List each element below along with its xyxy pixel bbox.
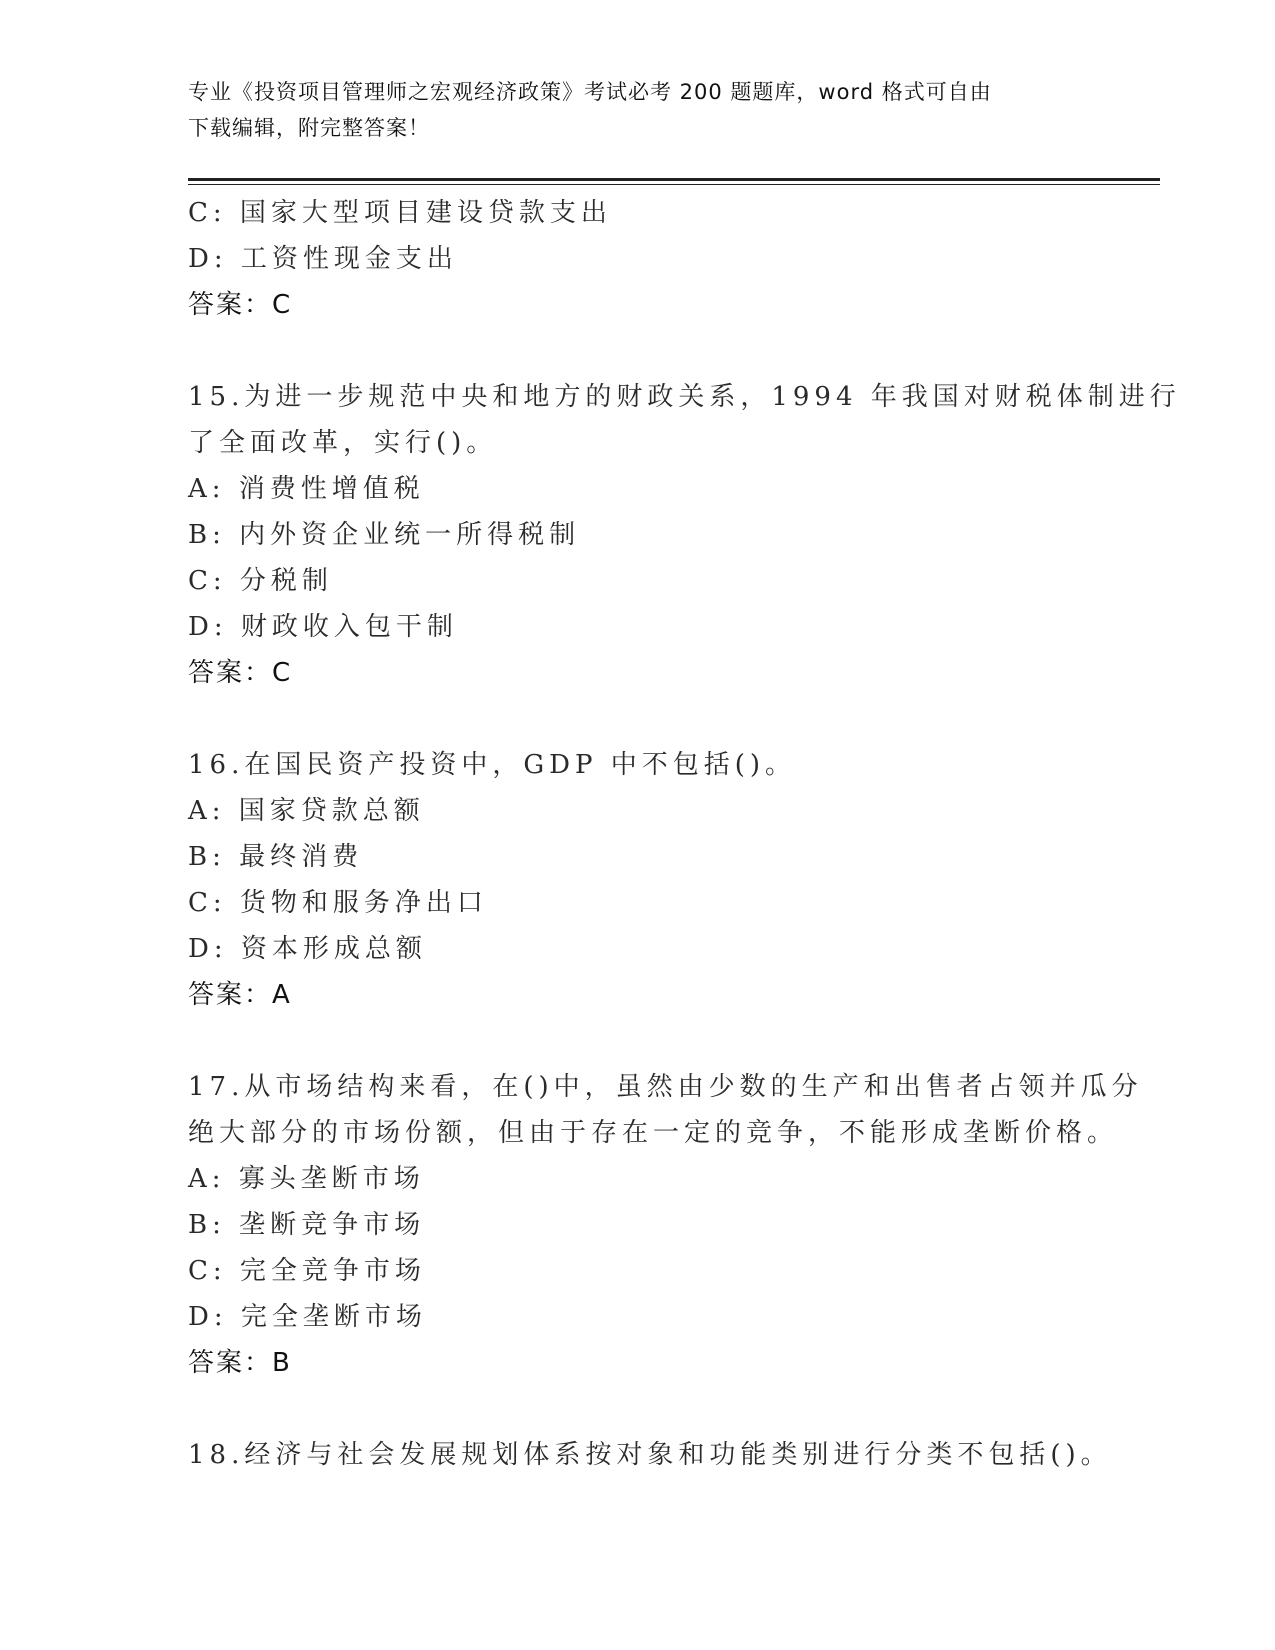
answer-line: 答案：C — [188, 658, 293, 688]
header-line-1: 专业《投资项目管理师之宏观经济政策》考试必考 200 题题库，word 格式可自由 — [188, 80, 992, 104]
header-rule-thick — [188, 178, 1160, 181]
answer-line: 答案：C — [188, 290, 293, 320]
option-a: A: 国家贷款总额 — [188, 796, 425, 826]
spacer — [188, 1386, 1088, 1432]
question-stem: 15.为进一步规范中央和地方的财政关系，1994 年我国对财税体制进行 — [188, 382, 1181, 412]
option-d: D: 财政收入包干制 — [188, 612, 458, 642]
option-d: D: 完全垄断市场 — [188, 1302, 427, 1332]
question-list — [188, 190, 1181, 1478]
question-17 — [188, 1064, 1143, 1386]
question-18 — [188, 1432, 1112, 1478]
option-c: C: 分税制 — [188, 566, 333, 596]
option-b: B: 内外资企业统一所得税制 — [188, 520, 581, 550]
spacer — [188, 1018, 1088, 1064]
option-d: D: 资本形成总额 — [188, 934, 427, 964]
answer-line: 答案：B — [188, 1348, 292, 1378]
option-c: C: 完全竞争市场 — [188, 1256, 426, 1286]
question-15 — [188, 374, 1181, 696]
option-b: B: 垄断竞争市场 — [188, 1210, 426, 1240]
answer-line: 答案：A — [188, 980, 292, 1010]
option-c: C: 国家大型项目建设贷款支出 — [188, 198, 612, 228]
option-c: C: 货物和服务净出口 — [188, 888, 488, 918]
question-stem: 17.从市场结构来看，在()中，虽然由少数的生产和出售者占领并瓜分 — [188, 1072, 1143, 1102]
question-16 — [188, 742, 1088, 1018]
spacer — [188, 696, 1088, 742]
question-stem-continued: 了全面改革，实行()。 — [188, 428, 498, 458]
spacer — [188, 328, 1088, 374]
question-stem: 16.在国民资产投资中，GDP 中不包括()。 — [188, 750, 797, 780]
option-a: A: 寡头垄断市场 — [188, 1164, 425, 1194]
option-d: D: 工资性现金支出 — [188, 244, 458, 274]
header-rule-thin — [188, 184, 1160, 185]
question-stem-continued: 绝大部分的市场份额，但由于存在一定的竞争，不能形成垄断价格。 — [188, 1118, 1119, 1148]
question-stem: 18.经济与社会发展规划体系按对象和功能类别进行分类不包括()。 — [188, 1440, 1112, 1470]
option-a: A: 消费性增值税 — [188, 474, 425, 504]
question-14-tail — [188, 190, 1088, 328]
option-b: B: 最终消费 — [188, 842, 364, 872]
document-header — [188, 74, 1068, 146]
header-line-2: 下载编辑，附完整答案！ — [188, 116, 430, 140]
